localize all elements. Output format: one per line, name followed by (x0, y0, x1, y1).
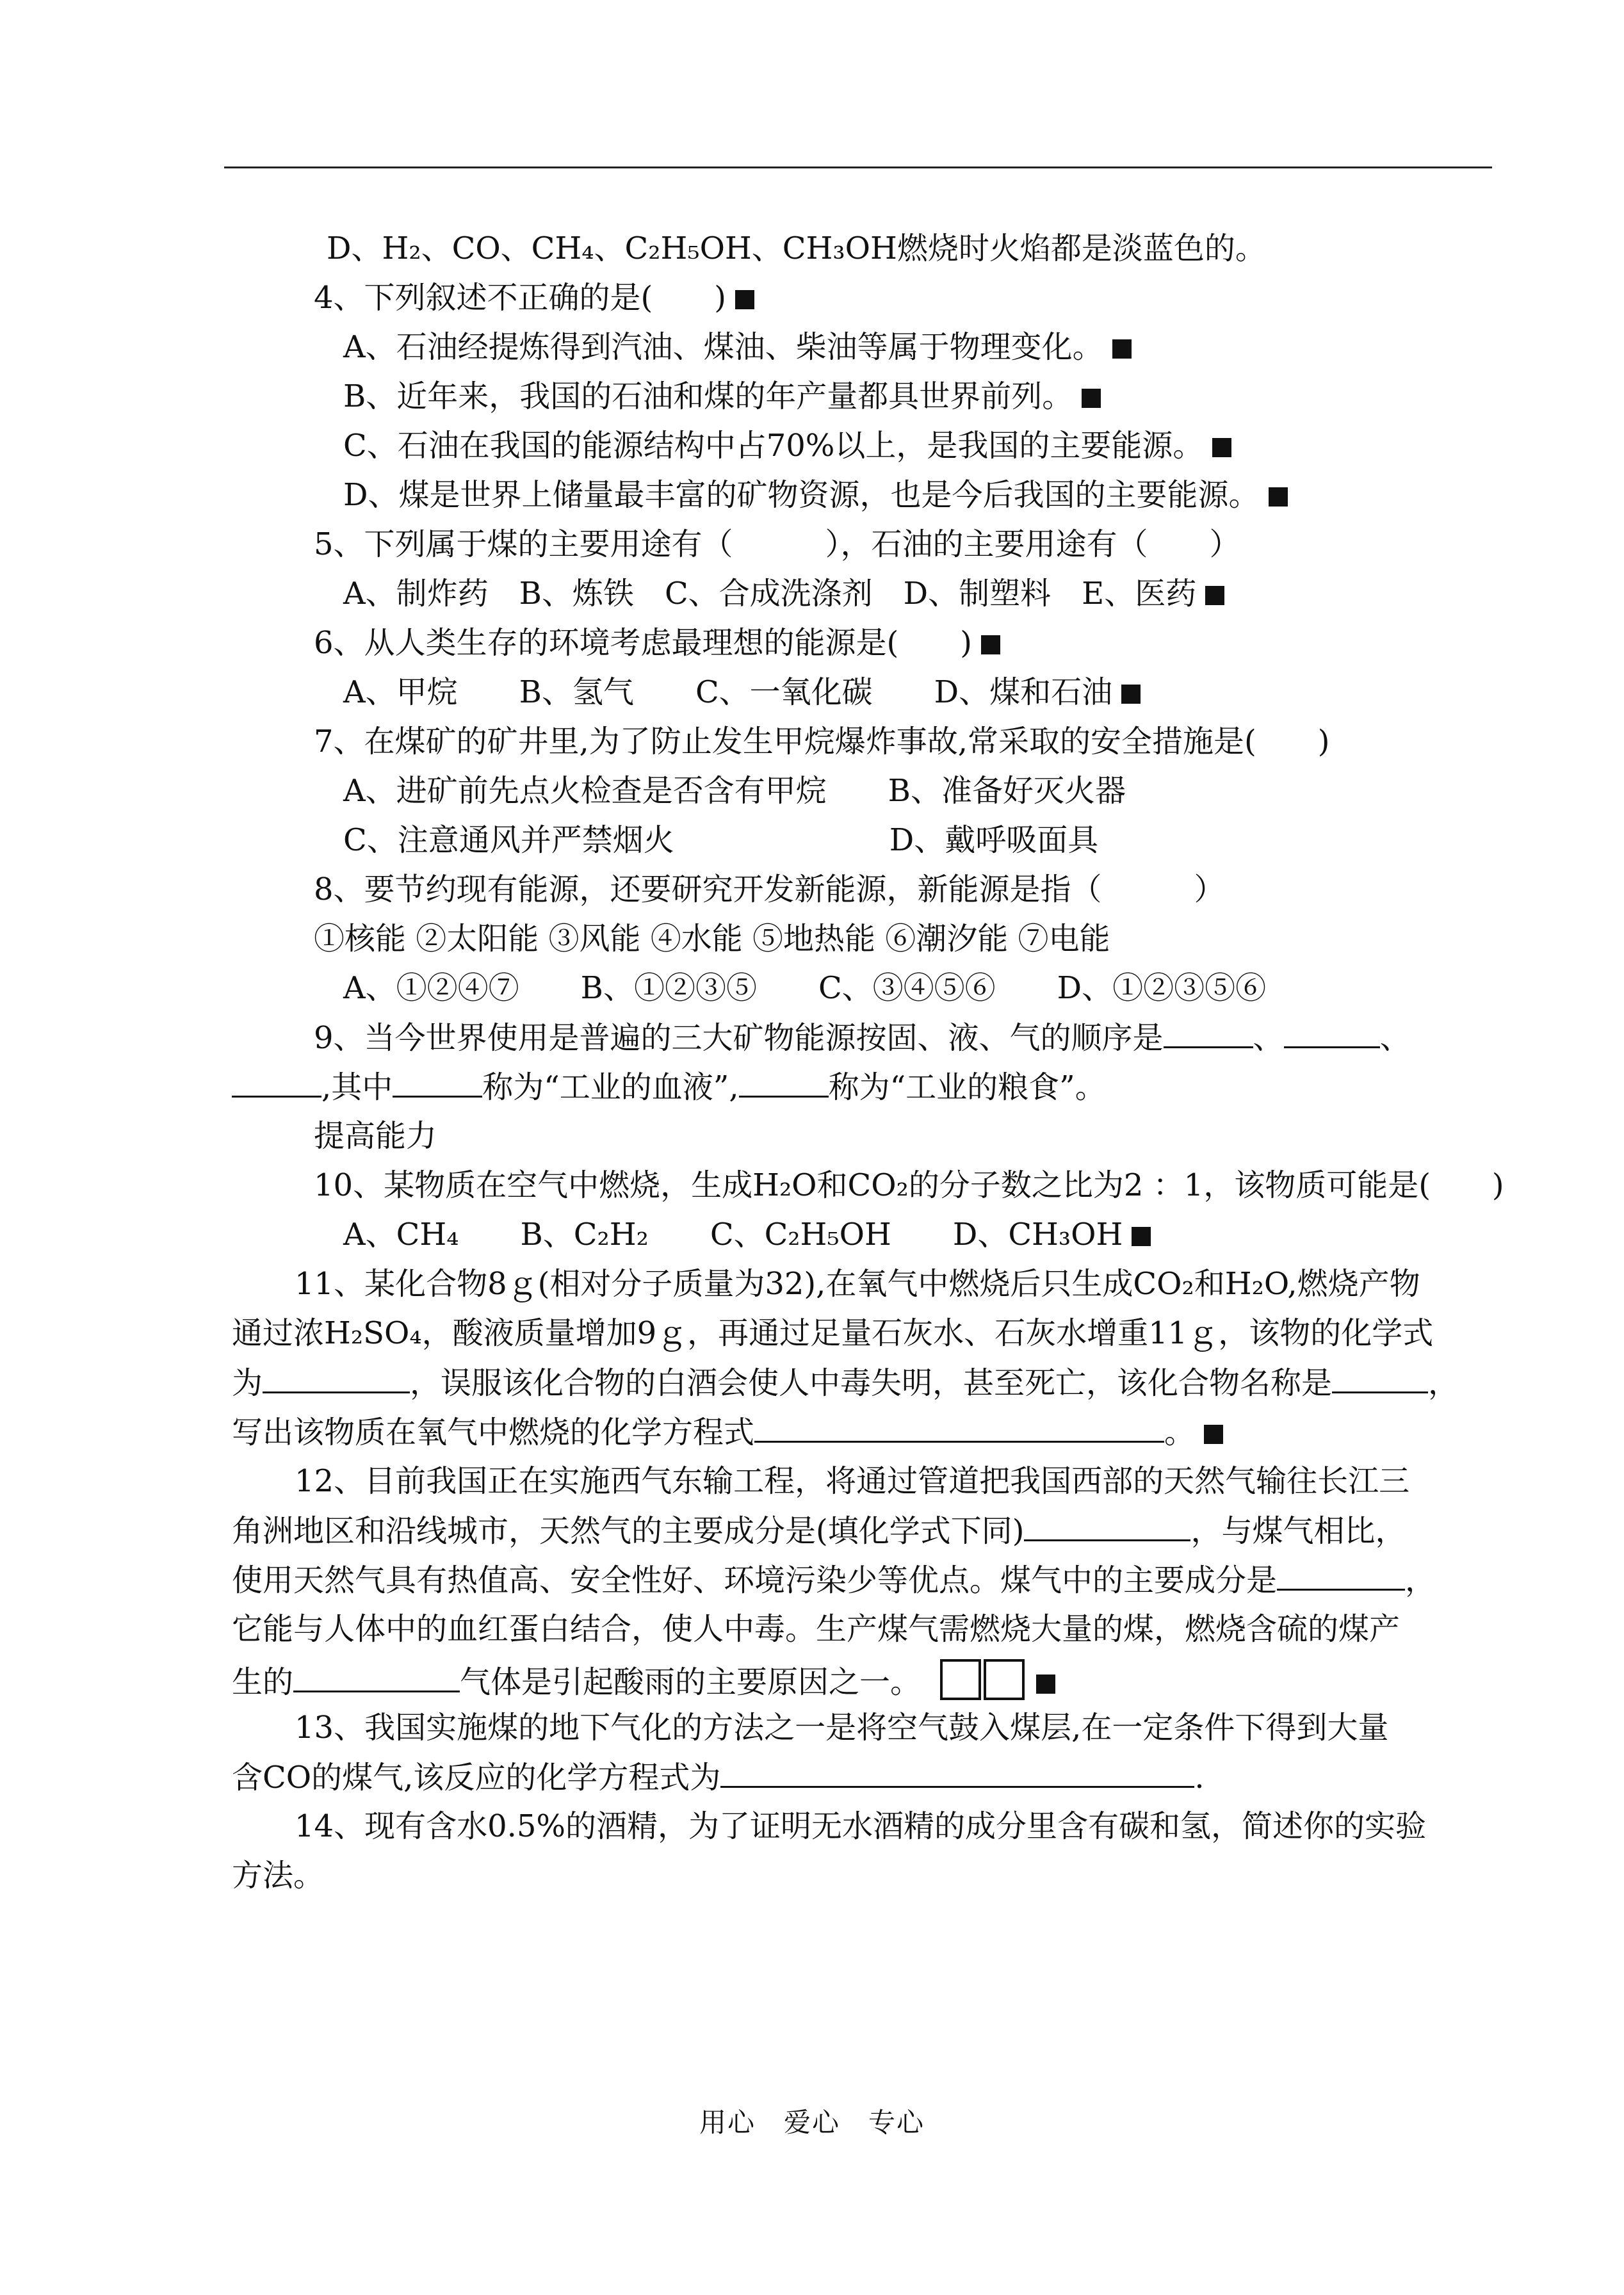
q11-text: 11、某化合物8ｇ(相对分子质量为32),在氧气中燃烧后只生成CO₂和H₂O,燃烧产物 (295, 1266, 1420, 1302)
q8-options (343, 969, 1266, 1007)
q7-stem-text: 7、在煤矿的矿井里,为了防止发生甲烷爆炸事故,常采取的安全措施是( ) (314, 724, 1330, 759)
q8-stem (314, 870, 1225, 909)
q12-text: 生的 (232, 1664, 294, 1700)
mark-square-icon (735, 290, 754, 309)
q4-stem (314, 279, 754, 317)
q10-stem (314, 1166, 1504, 1204)
q13-text: 13、我国实施煤的地下气化的方法之一是将空气鼓入煤层,在一定条件下得到大量 (295, 1710, 1389, 1746)
q7-options-ab-text: A、进矿前先点火检查是否含有甲烷 B、准备好灭火器 (343, 773, 1126, 809)
q4-option-c-text: C、石油在我国的能源结构中占70%以上，是我国的主要能源。 (343, 428, 1204, 464)
q6-options-text: A、甲烷 B、氢气 C、一氧化碳 D、煤和石油 (343, 674, 1113, 710)
q4-stem-text: 4、下列叙述不正确的是( ) (314, 280, 726, 316)
answer-blank (232, 1067, 321, 1098)
q7-options-ab (343, 772, 1126, 810)
q11-line2 (232, 1314, 1433, 1352)
q7-stem (314, 722, 1330, 761)
answer-blank (393, 1067, 482, 1098)
q11-line4 (232, 1413, 1223, 1452)
q12-line2 (232, 1511, 1406, 1550)
q12-line4 (232, 1610, 1400, 1648)
q11-line3 (232, 1363, 1459, 1402)
empty-box-icon (940, 1659, 981, 1700)
q6-options (343, 673, 1141, 711)
q8-options-text: A、①②④⑦ B、①②③⑤ C、③④⑤⑥ D、①②③⑤⑥ (343, 970, 1267, 1006)
q12-line3 (232, 1561, 1436, 1600)
q14-text: 14、现有含水0.5%的酒精，为了证明无水酒精的成分里含有碳和氢，简述你的实验 (295, 1808, 1427, 1844)
q9-text: 称为“工业的粮食”。 (828, 1069, 1106, 1105)
q12-line5 (232, 1659, 1055, 1701)
answer-blank (739, 1067, 829, 1098)
q14-text: 方法。 (232, 1858, 325, 1894)
q12-text: 角洲地区和沿线城市，天然气的主要成分是(填化学式下同) (232, 1513, 1025, 1549)
mark-square-icon (1112, 339, 1132, 359)
q11-line1 (295, 1265, 1420, 1303)
mark-square-icon (1082, 389, 1101, 408)
mark-square-icon (1121, 685, 1141, 704)
q5-stem-text: 5、下列属于煤的主要用途有（ ），石油的主要用途有（ ） (314, 526, 1240, 562)
answer-blank (720, 1758, 1194, 1788)
q14-line2 (232, 1856, 324, 1895)
q13-text: . (1194, 1760, 1205, 1796)
mark-square-icon (981, 635, 1000, 654)
q5-stem (314, 525, 1240, 564)
footer-word: 用心 (699, 2107, 756, 2138)
mark-square-icon (1205, 586, 1224, 605)
q11-text: 为 (232, 1365, 263, 1401)
answer-blank (754, 1413, 1164, 1443)
q8-stem-text: 8、要节约现有能源，还要研究开发新能源，新能源是指（ ） (314, 872, 1225, 907)
q12-text: 12、目前我国正在实施西气东输工程，将通过管道把我国西部的天然气输往长江三 (295, 1463, 1410, 1499)
q7-options-cd (343, 821, 1098, 859)
q3-option-d (327, 229, 1266, 268)
q10-options-text: A、CH₄ B、C₂H₂ C、C₂H₅OH D、CH₃OH (343, 1217, 1123, 1253)
q11-text: ，误服该化合物的白酒会使人中毒失明，甚至死亡，该化合物名称是 (410, 1365, 1333, 1401)
q12-text: ， (1405, 1562, 1436, 1598)
answer-blank (1284, 1018, 1380, 1048)
page-footer (0, 2102, 1624, 2140)
mark-square-icon (1204, 1425, 1223, 1444)
answer-blank (1277, 1561, 1405, 1591)
q11-text: 。 (1164, 1415, 1196, 1450)
section-title (314, 1117, 437, 1155)
q9-text: ,其中 (321, 1069, 393, 1105)
q11-text: 写出该物质在氧气中燃烧的化学方程式 (232, 1415, 755, 1450)
answer-blank (293, 1662, 460, 1692)
q6-stem-text: 6、从人类生存的环境考虑最理想的能源是( ) (314, 625, 972, 661)
q4-option-b (343, 377, 1101, 416)
mark-square-icon (1132, 1227, 1151, 1246)
q7-options-cd-text: C、注意通风并严禁烟火 D、戴呼吸面具 (343, 822, 1099, 858)
q10-options (343, 1215, 1151, 1254)
q3-option-d-text: D、H₂、CO、CH₄、C₂H₅OH、CH₃OH燃烧时火焰都是淡蓝色的。 (327, 231, 1266, 266)
q13-line1 (295, 1708, 1388, 1747)
q12-text: 使用天然气具有热值高、安全性好、环境污染少等优点。煤气中的主要成分是 (232, 1562, 1278, 1598)
q4-option-c (343, 426, 1231, 465)
mark-square-icon (1269, 487, 1288, 507)
answer-blank (1024, 1511, 1190, 1541)
q4-option-d (343, 476, 1288, 514)
q9-text: 称为“工业的血液”, (482, 1069, 739, 1105)
q12-text: ，与煤气相比， (1190, 1513, 1406, 1549)
q13-text: 含CO的煤气,该反应的化学方程式为 (232, 1760, 721, 1796)
header-rule (224, 166, 1492, 168)
q8-items (314, 920, 1110, 958)
answer-blank (1332, 1363, 1428, 1393)
q4-option-a-text: A、石油经提炼得到汽油、煤油、柴油等属于物理变化。 (343, 329, 1103, 365)
q5-options (343, 574, 1224, 613)
q8-items-text: ①核能 ②太阳能 ③风能 ④水能 ⑤地热能 ⑥潮汐能 ⑦电能 (314, 921, 1110, 957)
q9-line2 (232, 1067, 1106, 1107)
mark-square-icon (1036, 1675, 1055, 1694)
mark-square-icon (1212, 438, 1231, 457)
q10-stem-text: 10、某物质在空气中燃烧，生成H₂O和CO₂的分子数之比为2 ：1，该物质可能是( ) (314, 1167, 1504, 1203)
empty-box-icon (984, 1659, 1025, 1700)
q5-options-text: A、制炸药 B、炼铁 C、合成洗涤剂 D、制塑料 E、医药 (343, 576, 1197, 612)
answer-blank (263, 1363, 410, 1393)
q9-text: 9、当今世界使用是普遍的三大矿物能源按固、液、气的顺序是 (314, 1020, 1164, 1056)
answer-blank (1164, 1018, 1253, 1048)
q11-text: ， (1428, 1365, 1459, 1401)
q9-sep: 、 (1253, 1020, 1284, 1056)
q12-line1 (295, 1462, 1409, 1500)
footer-word: 专心 (868, 2107, 925, 2138)
q11-text: 通过浓H₂SO₄，酸液质量增加9ｇ，再通过足量石灰水、石灰水增重11ｇ，该物的化学式 (232, 1315, 1434, 1351)
q9-line1 (314, 1018, 1411, 1057)
q4-option-d-text: D、煤是世界上储量最丰富的矿物资源，也是今后我国的主要能源。 (343, 477, 1260, 513)
q12-text: 气体是引起酸雨的主要原因之一。 (460, 1664, 922, 1700)
q6-stem (314, 624, 1000, 662)
q4-option-a (343, 328, 1132, 366)
q4-option-b-text: B、近年来，我国的石油和煤的年产量都具世界前列。 (343, 378, 1073, 414)
q14-line1 (295, 1807, 1426, 1845)
q9-sep: 、 (1379, 1020, 1411, 1056)
q13-line2 (232, 1758, 1205, 1797)
q12-text: 它能与人体中的血红蛋白结合，使人中毒。生产煤气需燃烧大量的煤，燃烧含硫的煤产 (232, 1611, 1401, 1647)
section-title-text: 提高能力 (314, 1118, 437, 1154)
footer-word: 爱心 (783, 2107, 840, 2138)
